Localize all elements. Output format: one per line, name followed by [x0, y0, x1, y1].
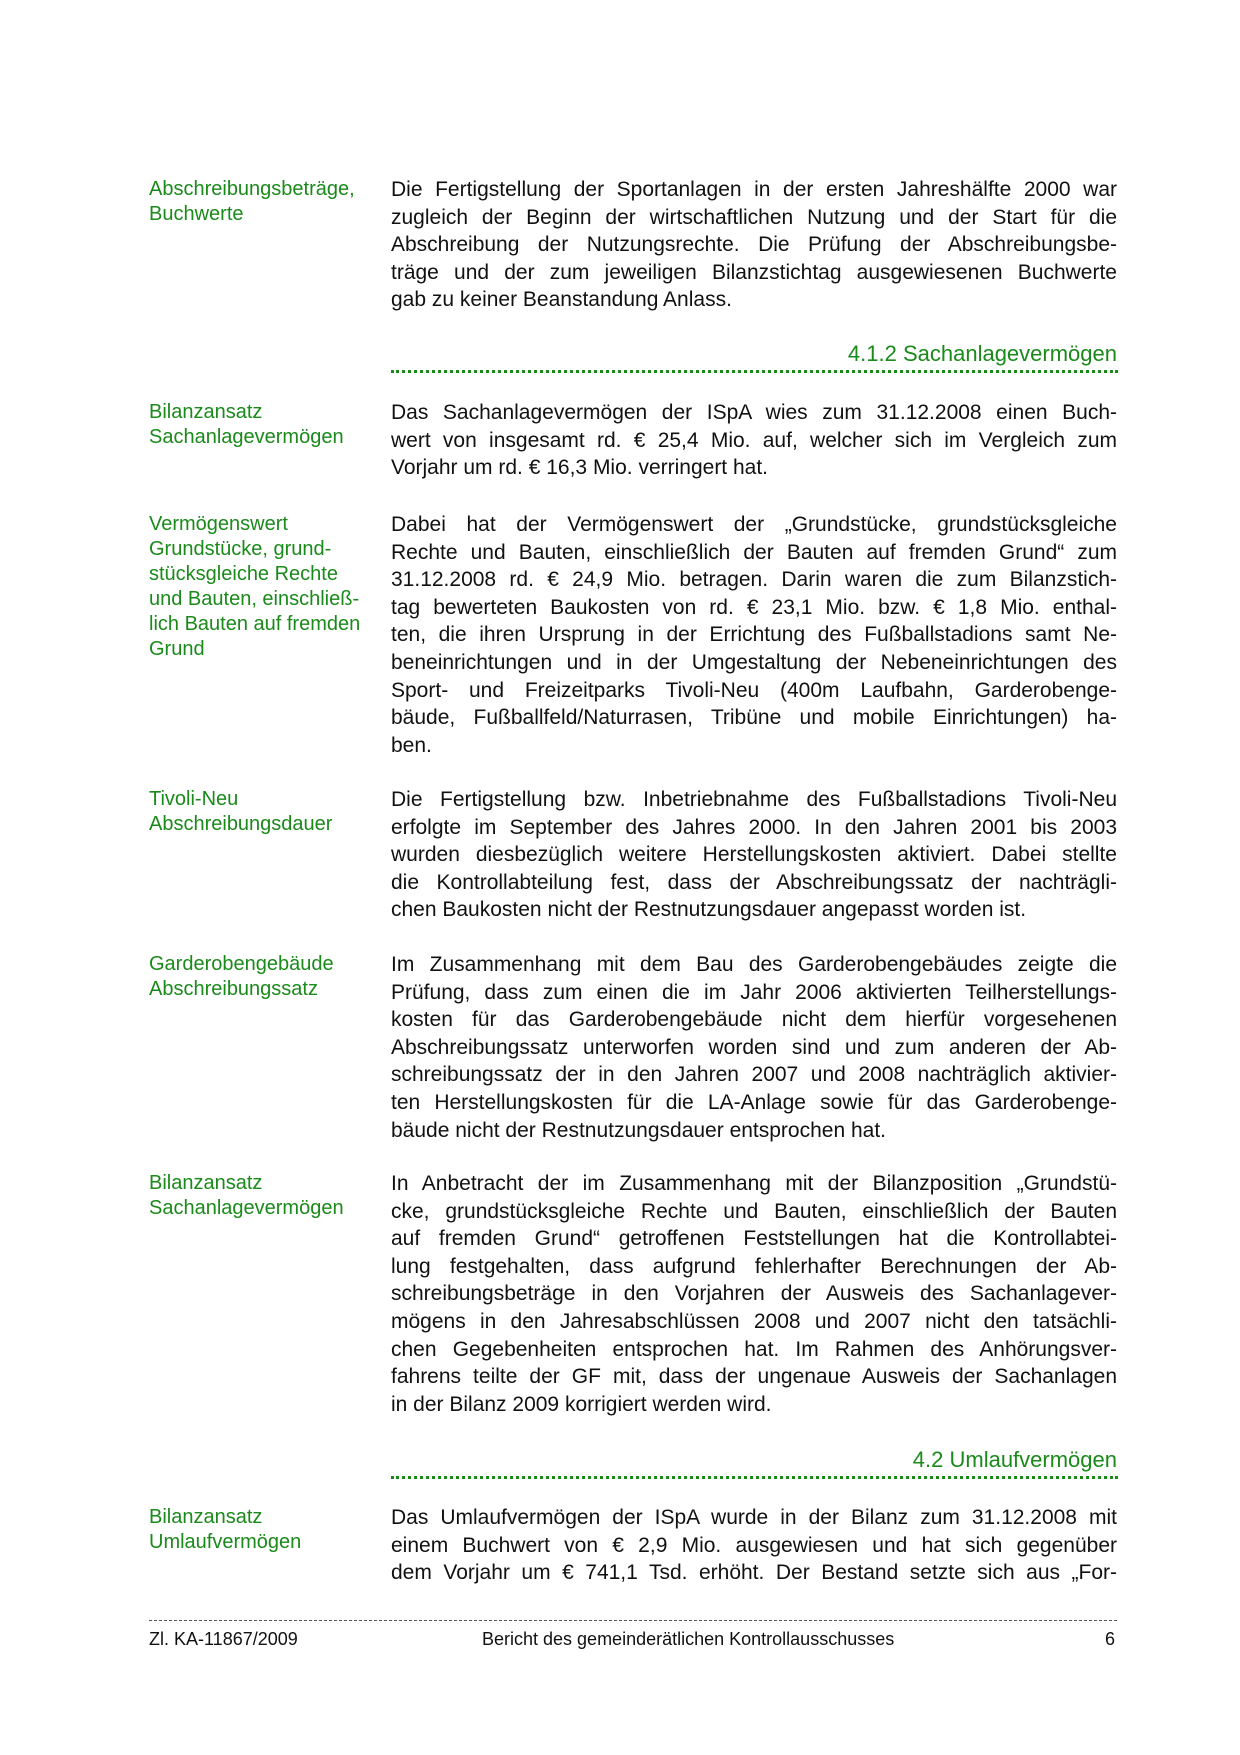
- paragraph-line: auf fremden Grund“ getroffenen Feststellungen hat die Kontrollabtei-: [391, 1227, 1117, 1251]
- paragraph-line: Abschreibungssatz unterworfen worden sind und zum anderen der Ab-: [391, 1035, 1117, 1059]
- margin-note: [149, 952, 379, 1002]
- margin-note-line: Sachanlagevermögen: [149, 1197, 344, 1219]
- margin-note-line: und Bauten, einschließ-: [149, 588, 360, 610]
- paragraph-line: ten, die ihren Ursprung in der Errichtung des Fußballstadions samt Ne-: [391, 623, 1117, 647]
- paragraph-line: cke, grundstücksgleiche Rechte und Bauten, einschließlich der Bauten: [391, 1199, 1117, 1223]
- section-heading: 4.2 Umlaufvermögen: [912, 1447, 1117, 1472]
- paragraph-line: schreibungsbeträge in den Vorjahren der Ausweis des Sachanlagever-: [391, 1282, 1117, 1306]
- paragraph-line: die Kontrollabteilung fest, dass der Abschreibungssatz der nachträgli-: [391, 870, 1117, 894]
- margin-note-line: Abschreibungsbeträge,: [149, 178, 355, 200]
- margin-note-line: Bilanzansatz: [149, 1506, 263, 1528]
- margin-note-line: Abschreibungssatz: [149, 978, 318, 1000]
- paragraph-line: fahrens teilte der GF mit, dass der ungenaue Ausweis der Sachanlagen: [391, 1365, 1117, 1389]
- paragraph-line: beneinrichtungen und in der Umgestaltung der Nebeneinrichtungen des: [391, 650, 1117, 674]
- paragraph-line: lung festgehalten, dass aufgrund fehlerhafter Berechnungen der Ab-: [391, 1254, 1117, 1278]
- margin-note: [149, 1171, 379, 1221]
- paragraph-line: Vorjahr um rd. € 16,3 Mio. verringert hat.: [391, 456, 769, 480]
- margin-note-line: lich Bauten auf fremden: [149, 613, 361, 635]
- paragraph-line: bäude, Fußballfeld/Naturrasen, Tribüne und mobile Einrichtungen) ha-: [391, 706, 1117, 730]
- paragraph-line: Im Zusammenhang mit dem Bau des Garderobengebäudes zeigte die: [391, 953, 1117, 976]
- paragraph-line: schreibungssatz der in den Jahren 2007 und 2008 nachträglich aktivier-: [391, 1063, 1117, 1087]
- paragraph-line: wert von insgesamt rd. € 25,4 Mio. auf, welcher sich im Vergleich zum: [391, 428, 1117, 452]
- margin-note-line: Garderobengebäude: [149, 953, 334, 975]
- paragraph-line: gab zu keiner Beanstandung Anlass.: [391, 288, 732, 312]
- paragraph-line: In Anbetracht der im Zusammenhang mit der Bilanzposition „Grundstü-: [391, 1172, 1117, 1195]
- heading-rule: [391, 1476, 1118, 1479]
- paragraph-line: bäude nicht der Restnutzungsdauer entsprochen hat.: [391, 1118, 887, 1142]
- paragraph-line: dem Vorjahr um € 741,1 Tsd. erhöht. Der Bestand setzte sich aus „For-: [391, 1561, 1117, 1585]
- paragraph-line: Die Fertigstellung bzw. Inbetriebnahme des Fußballstadions Tivoli-Neu: [391, 788, 1117, 811]
- body-paragraph: [391, 176, 1117, 314]
- paragraph-line: kosten für das Garderobengebäude nicht dem hierfür vorgesehenen: [391, 1008, 1117, 1032]
- margin-note-line: stücksgleiche Rechte: [149, 563, 338, 585]
- paragraph-line: Rechte und Bauten, einschließlich der Bauten auf fremden Grund“ zum: [391, 540, 1117, 564]
- paragraph-line: erfolgte im September des Jahres 2000. In den Jahren 2001 bis 2003: [391, 815, 1117, 839]
- section-heading: 4.1.2 Sachanlagevermögen: [847, 341, 1117, 366]
- margin-note-line: Grund: [149, 638, 205, 660]
- margin-note-line: Sachanlagevermögen: [149, 426, 344, 448]
- paragraph-line: Dabei hat der Vermögenswert der „Grundstücke, grundstücksgleiche: [391, 513, 1117, 536]
- paragraph-line: wurden diesbezüglich weitere Herstellungskosten aktiviert. Dabei stellte: [391, 843, 1117, 867]
- body-paragraph: [391, 1504, 1117, 1587]
- paragraph-line: tag bewerteten Baukosten von rd. € 23,1 Mio. bzw. € 1,8 Mio. enthal-: [391, 595, 1117, 619]
- paragraph-line: in der Bilanz 2009 korrigiert werden wird.: [391, 1392, 772, 1416]
- footer-reference: Zl. KA-11867/2009: [149, 1629, 298, 1649]
- margin-note-line: Buchwerte: [149, 203, 244, 225]
- margin-note-line: Vermögenswert: [149, 513, 288, 535]
- margin-note-line: Tivoli-Neu: [149, 788, 239, 810]
- footer-rule: [149, 1620, 1117, 1621]
- margin-note: [149, 177, 379, 227]
- margin-note: [149, 1505, 379, 1555]
- body-paragraph: [391, 786, 1117, 924]
- margin-note-line: Umlaufvermögen: [149, 1531, 302, 1553]
- margin-note: [149, 400, 379, 450]
- body-paragraph: [391, 399, 1117, 482]
- body-paragraph: [391, 511, 1117, 759]
- paragraph-line: Das Sachanlagevermögen der ISpA wies zum 31.12.2008 einen Buch-: [391, 401, 1117, 424]
- paragraph-line: ten Herstellungskosten für die LA-Anlage sowie für das Garderobenge-: [391, 1090, 1117, 1114]
- heading-rule: [391, 370, 1118, 373]
- margin-note-line: Grundstücke, grund-: [149, 538, 332, 560]
- body-paragraph: [391, 951, 1117, 1144]
- paragraph-line: ben.: [391, 733, 432, 757]
- paragraph-line: einem Buchwert von € 2,9 Mio. ausgewiesen und hat sich gegenüber: [391, 1533, 1117, 1557]
- paragraph-line: Abschreibung der Nutzungsrechte. Die Prüfung der Abschreibungsbe-: [391, 233, 1117, 257]
- paragraph-line: chen Baukosten nicht der Restnutzungsdauer angepasst worden ist.: [391, 898, 1027, 922]
- paragraph-line: 31.12.2008 rd. € 24,9 Mio. betragen. Darin waren die zum Bilanzstich-: [391, 568, 1117, 592]
- paragraph-line: mögens in den Jahresabschlüssen 2008 und 2007 nicht den tatsächli-: [391, 1309, 1117, 1333]
- body-paragraph: [391, 1170, 1117, 1418]
- paragraph-line: Das Umlaufvermögen der ISpA wurde in der Bilanz zum 31.12.2008 mit: [391, 1506, 1117, 1529]
- paragraph-line: zugleich der Beginn der wirtschaftlichen Nutzung und der Start für die: [391, 205, 1117, 229]
- paragraph-line: Die Fertigstellung der Sportanlagen in der ersten Jahreshälfte 2000 war: [391, 178, 1117, 201]
- footer-title: Bericht des gemeinderätlichen Kontrollausschusses: [482, 1629, 895, 1649]
- margin-note-line: Abschreibungsdauer: [149, 813, 333, 835]
- margin-note: [149, 787, 379, 837]
- margin-note-line: Bilanzansatz: [149, 1172, 263, 1194]
- paragraph-line: Sport- und Freizeitparks Tivoli-Neu (400m Laufbahn, Garderobenge-: [391, 678, 1117, 702]
- paragraph-line: träge und der zum jeweiligen Bilanzstichtag ausgewiesenen Buchwerte: [391, 260, 1117, 284]
- paragraph-line: Prüfung, dass zum einen die im Jahr 2006 aktivierten Teilherstellungs-: [391, 980, 1117, 1004]
- page-number: 6: [1105, 1629, 1116, 1649]
- margin-note: [149, 512, 379, 662]
- paragraph-line: chen Gegebenheiten entsprochen hat. Im Rahmen des Anhörungsver-: [391, 1337, 1117, 1361]
- margin-note-line: Bilanzansatz: [149, 401, 263, 423]
